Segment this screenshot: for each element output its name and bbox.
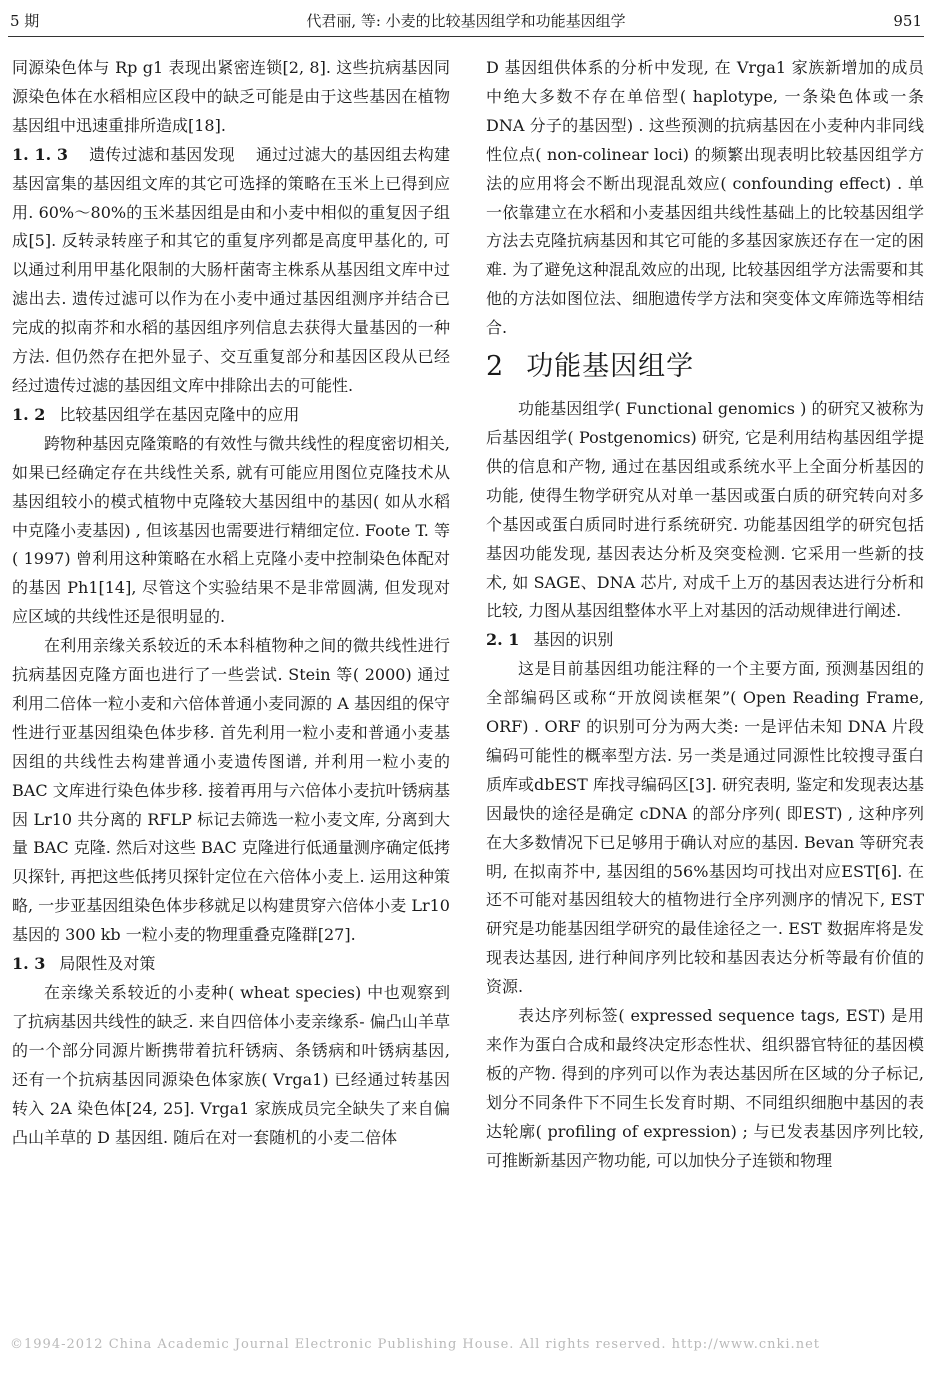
copyright-watermark: ©1994-2012 China Academic Journal Electronic Publishing House. All rights reserved. http://www.cnki.net <box>10 1337 820 1352</box>
paragraph: 跨物种基因克隆策略的有效性与微共线性的程度密切相关, 如果已经确定存在共线性关系, 就有可能应用图位克隆技术从基因组较小的模式植物中克隆较大基因组中的基因( 如从水稻中克隆小麦基因) , 但该基因也需要进行精细定位. Foote T. 等( 1997) 曾利用这种策略在水稻上克隆小麦中控制染色体配对的基因 Ph1[14], 尽管这个实验结果不是非常圆满, 但发现对应区域的共线性还是很明显的. <box>12 433 450 627</box>
page-number: 951 <box>893 12 922 30</box>
section-heading: 基因的识别 <box>533 630 614 650</box>
section-1-1-3 <box>12 141 450 401</box>
paragraph: 这是目前基因组功能注释的一个主要方面, 预测基因组的全部编码区或称“开放阅读框架”( Open Reading Frame, ORF) . ORF 的识别可分为两大类: 一是评估未知 DNA 片段编码可能性的概率型方法. 另一类是通过同源性比较搜寻蛋白质库或dbEST 库找寻编码区[3]. 研究表明, 鉴定和发现表达基因最快的途径是确定 cDNA 的部分序列( 即EST) , 这种序列在大多数情况下已足够用于确认对应的基因. Bevan 等研究表明, 在拟南芥中, 基因组的56%基因均可找出对应EST[6]. 在还不可能对基因组较大的植物进行全序列测序的情况下, EST 研究是功能基因组学研究的最佳途径之一. EST 数据库将是发现表达基因, 进行种间序列比较和基因表达分析等最有价值的资源. <box>486 659 924 997</box>
header-rule <box>8 36 924 37</box>
section-number: 2. 1 <box>486 630 520 650</box>
paragraph: 表达序列标签( expressed sequence tags, EST) 是用来作为蛋白合成和最终决定形态性状、组织器官特征的基因模板的产物. 得到的序列可以作为表达基因所在区域的分子标记, 划分不同条件下不同生长发育时期、不同组织细胞中基因的表达轮廓( profiling of expression) ; 与已发表基因序列比较, 可推断新基因产物功能, 可以加快分子连锁和物理 <box>486 1006 924 1170</box>
section-number: 1. 2 <box>12 404 46 424</box>
paragraph-continued: 同源染色体与 Rp g1 表现出紧密连锁[2, 8]. 这些抗病基因同源染色体在水稻相应区段中的缺乏可能是由于这些基因在植物基因组中迅速重排所造成[18]. <box>12 58 450 135</box>
section-number: 2 <box>486 351 505 383</box>
paragraph: 在亲缘关系较近的小麦种( wheat species) 中也观察到了抗病基因共线性的缺乏. 来自四倍体小麦亲缘系- 偏凸山羊草的一个部分同源片断携带着抗秆锈病、条锈病和叶锈病基因, 还有一个抗病基因同源染色体家族( Vrga1) 已经通过转基因转入 2A 染色体[24, 25]. Vrga1 家族成员完全缺失了来自偏凸山羊草的 D 基因组. 随后在对一套随机的小麦二倍体 <box>12 983 450 1147</box>
section-heading: 比较基因组学在基因克隆中的应用 <box>59 404 300 424</box>
issue-label: 5 期 <box>10 12 40 30</box>
section-number: 1. 3 <box>12 954 46 974</box>
section-heading: 局限性及对策 <box>59 954 156 974</box>
section-text: 通过过滤大的基因组去构建基因富集的基因组文库的其它可选择的策略在玉米上已得到应用. 60%～80%的玉米基因组是由和小麦中相似的重复因子组成[5]. 反转录转座子和其它的重复序列都是高度甲基化的, 可以通过利用甲基化限制的大肠杆菌寄主株系从基因组文库中过滤出去. 遗传过滤可以作为在小麦中通过基因组测序并结合已完成的拟南芥和水稻的基因组序列信息去获得大量基因的一种方法. 但仍然存在把外显子、交互重复部分和基因区段从已经经过遗传过滤的基因组文库中排除出去的可能性. <box>12 144 450 395</box>
section-1-2-heading <box>12 401 450 430</box>
section-heading: 功能基因组学 <box>526 351 695 383</box>
paragraph: 功能基因组学( Functional genomics ) 的研究又被称为后基因组学( Postgenomics) 研究, 它是利用结构基因组学提供的信息和产物, 通过在基因组或系统水平上全面分析基因的功能, 使得生物学研究从对单一基因或蛋白质的研究转向对多个基因或蛋白质同时进行系统研究. 功能基因组学的研究包括基因功能发现, 基因表达分析及突变检测. 它采用一些新的技术, 如 SAGE、DNA 芯片, 对成千上万的基因表达进行分析和比较, 力图从基因组整体水平上对基因的活动规律进行阐述. <box>486 399 924 621</box>
section-number: 1. 1. 3 <box>12 144 69 164</box>
section-2-1-heading <box>486 626 924 655</box>
right-column <box>486 54 924 1176</box>
section-heading: 遗传过滤和基因发现 <box>89 144 235 164</box>
paragraph-continued: D 基因组供体系的分析中发现, 在 Vrga1 家族新增加的成员中绝大多数不存在单倍型( haplotype, 一条染色体或一条 DNA 分子的基因型) . 这些预测的抗病基因在小麦种内非同线性位点( non-colinear loci) 的频繁出现表明比较基因组学方法的应用将会不断出现混乱效应( confounding effect) . 单一依靠建立在水稻和小麦基因组共线性基础上的比较基因组学方法去克隆抗病基因和其它可能的多基因家族还存在一定的困难. 为了避免这种混乱效应的出现, 比较基因组学方法需要和其他的方法如图位法、细胞遗传学方法和突变体文库筛选等相结合. <box>486 58 924 338</box>
running-title: 代君丽, 等: 小麦的比较基因组学和功能基因组学 <box>306 12 626 30</box>
left-column <box>12 54 450 1152</box>
paragraph: 在利用亲缘关系较近的禾本科植物种之间的微共线性进行抗病基因克隆方面也进行了一些尝试. Stein 等( 2000) 通过利用二倍体一粒小麦和六倍体普通小麦同源的 A 基因组的保守性进行亚基因组染色体步移. 首先利用一粒小麦和普通小麦基因组的共线性去构建普通小麦遗传图谱, 并利用一粒小麦的 BAC 文库进行染色体步移. 接着再用与六倍体小麦抗叶锈病基因 Lr10 共分离的 RFLP 标记去筛选一粒小麦文库, 分离到大量 BAC 克隆. 然后对这些 BAC 克隆进行低通量测序确定低拷贝探针, 再把这些低拷贝探针定位在六倍体小麦上. 运用这种策略, 一步亚基因组染色体步移就足以构建贯穿六倍体小麦 Lr10 基因的 300 kb 一粒小麦的物理重叠克隆群[27]. <box>12 636 450 945</box>
section-1-3-heading <box>12 950 450 979</box>
section-2-heading <box>486 347 924 387</box>
page-header <box>10 8 922 34</box>
